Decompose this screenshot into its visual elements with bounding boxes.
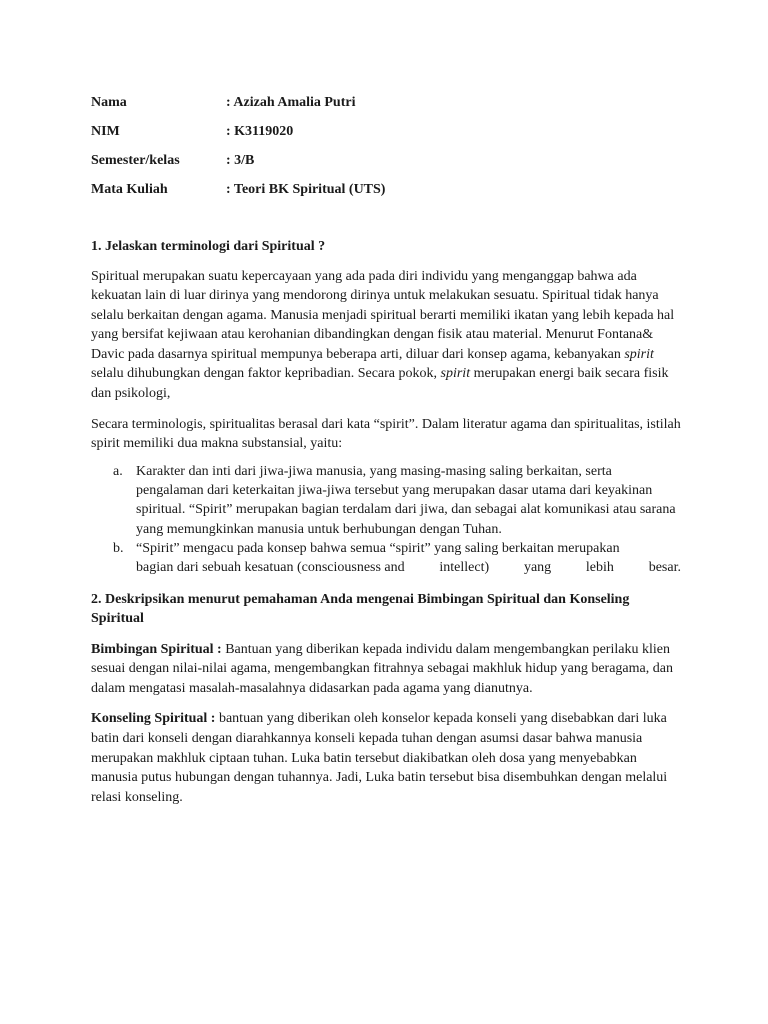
info-label: NIM — [91, 124, 120, 139]
paragraph-text: Bantuan yang diberikan kepada individu dalam mengembangkan perilaku klien sesuai dengan nilai-nilai agama, mengembangkan fitrahnya sebagai makhluk hidup yang beragama, dan dalam mengatasi masalah-masalahnya didasarkan pada agama yang dianutnya. — [91, 641, 673, 696]
info-label: Nama — [91, 95, 127, 110]
info-row-nim — [91, 121, 681, 150]
paragraph-text: Spiritual merupakan suatu kepercayaan yang ada pada diri individu yang menganggap bahwa ada kekuatan lain di luar dirinya yang mendorong dirinya untuk melakukan sesuatu. Spiritual tidak hanya selalu berkaitan dengan agama. Manusia menjadi spiritual berarti memiliki ikatan yang lebih kepada hal yang bersifat kejiwaan atau kerohanian dibandingkan dengan fisik atau material. Menurut Fontana& Davic pada dasarnya spiritual mempunya beberapa arti, diluar dari konsep agama, kebanyakan — [91, 268, 675, 362]
italic-term: spirit — [624, 346, 654, 362]
list-item-line-justified — [136, 558, 681, 577]
list-marker: b. — [113, 541, 124, 557]
info-value: : K3119020 — [226, 124, 294, 139]
question-1-heading: 1. Jelaskan terminologi dari Spiritual ? — [91, 239, 326, 254]
italic-term: spirit — [440, 366, 471, 382]
question-1-paragraph-1 — [91, 267, 681, 404]
list-item — [91, 539, 681, 578]
info-label: Semester/kelas — [91, 153, 180, 168]
bimbingan-paragraph — [91, 640, 681, 699]
word: yang — [523, 560, 552, 576]
document-page — [91, 92, 681, 807]
info-row-mata-kuliah — [91, 179, 681, 208]
paragraph-text: selalu dihubungkan dengan faktor kepribadian. Secara pokok, — [91, 366, 441, 382]
list-item-text: Karakter dan inti dari jiwa-jiwa manusia, yang masing-masing saling berkaitan, serta pengalaman dari keterkaitan jiwa-jiwa tersebut yang merupakan dasar utama dari keyakinan spiritual. “Spirit” merupakan bagian terdalam dari jiwa, dan sebagai alat komunikasi atau sarana yang memungkinkan manusia untuk berhubungan dengan Tuhan. — [136, 463, 676, 537]
info-value: : Azizah Amalia Putri — [226, 95, 356, 110]
list-item — [91, 462, 681, 539]
info-value: : Teori BK Spiritual (UTS) — [226, 182, 386, 197]
konseling-label: Konseling Spiritual : — [91, 711, 216, 727]
list-item-line: “Spirit” mengacu pada konsep bahwa semua “spirit” yang saling berkaitan merupakan — [136, 541, 620, 557]
paragraph-text: bantuan yang diberikan oleh konselor kepada konseli yang disebabkan dari luka batin dari konseli dengan diarahkannya konseli kepada tuhan dengan asumsi dasar bahwa manusia merupakan makhluk ciptaan tuhan. Luka batin tersebut diakibatkan oleh dosa yang menyebabkan manusia putus hubungan dengan tuhannya. Jadi, Luka batin tersebut bisa disembuhkan dengan melalui relasi konseling. — [91, 711, 668, 805]
word: besar. — [648, 560, 681, 576]
student-info — [91, 92, 681, 208]
question-1-paragraph-2: Secara terminologis, spiritualitas berasal dari kata “spirit”. Dalam literatur agama dan spiritualitas, istilah spirit memiliki dua makna substansial, yaitu: — [91, 416, 681, 452]
spirit-meaning-list — [91, 462, 681, 578]
info-label: Mata Kuliah — [91, 182, 168, 197]
word: bagian dari sebuah kesatuan (consciousness and — [136, 560, 405, 576]
paragraph-text: merupakan energi baik secara fisik dan psikologi, — [91, 366, 669, 402]
list-item-text — [136, 539, 681, 578]
konseling-paragraph — [91, 709, 681, 807]
list-marker: a. — [113, 463, 123, 479]
question-2-heading: 2. Deskripsikan menurut pemahaman Anda mengenai Bimbingan Spiritual dan Konseling Spiritual — [91, 591, 630, 627]
bimbingan-label: Bimbingan Spiritual : — [91, 641, 222, 657]
info-value: : 3/B — [226, 153, 255, 168]
info-row-semester — [91, 150, 681, 179]
word: lebih — [585, 560, 614, 576]
info-row-nama — [91, 92, 681, 121]
word: intellect) — [439, 560, 490, 576]
